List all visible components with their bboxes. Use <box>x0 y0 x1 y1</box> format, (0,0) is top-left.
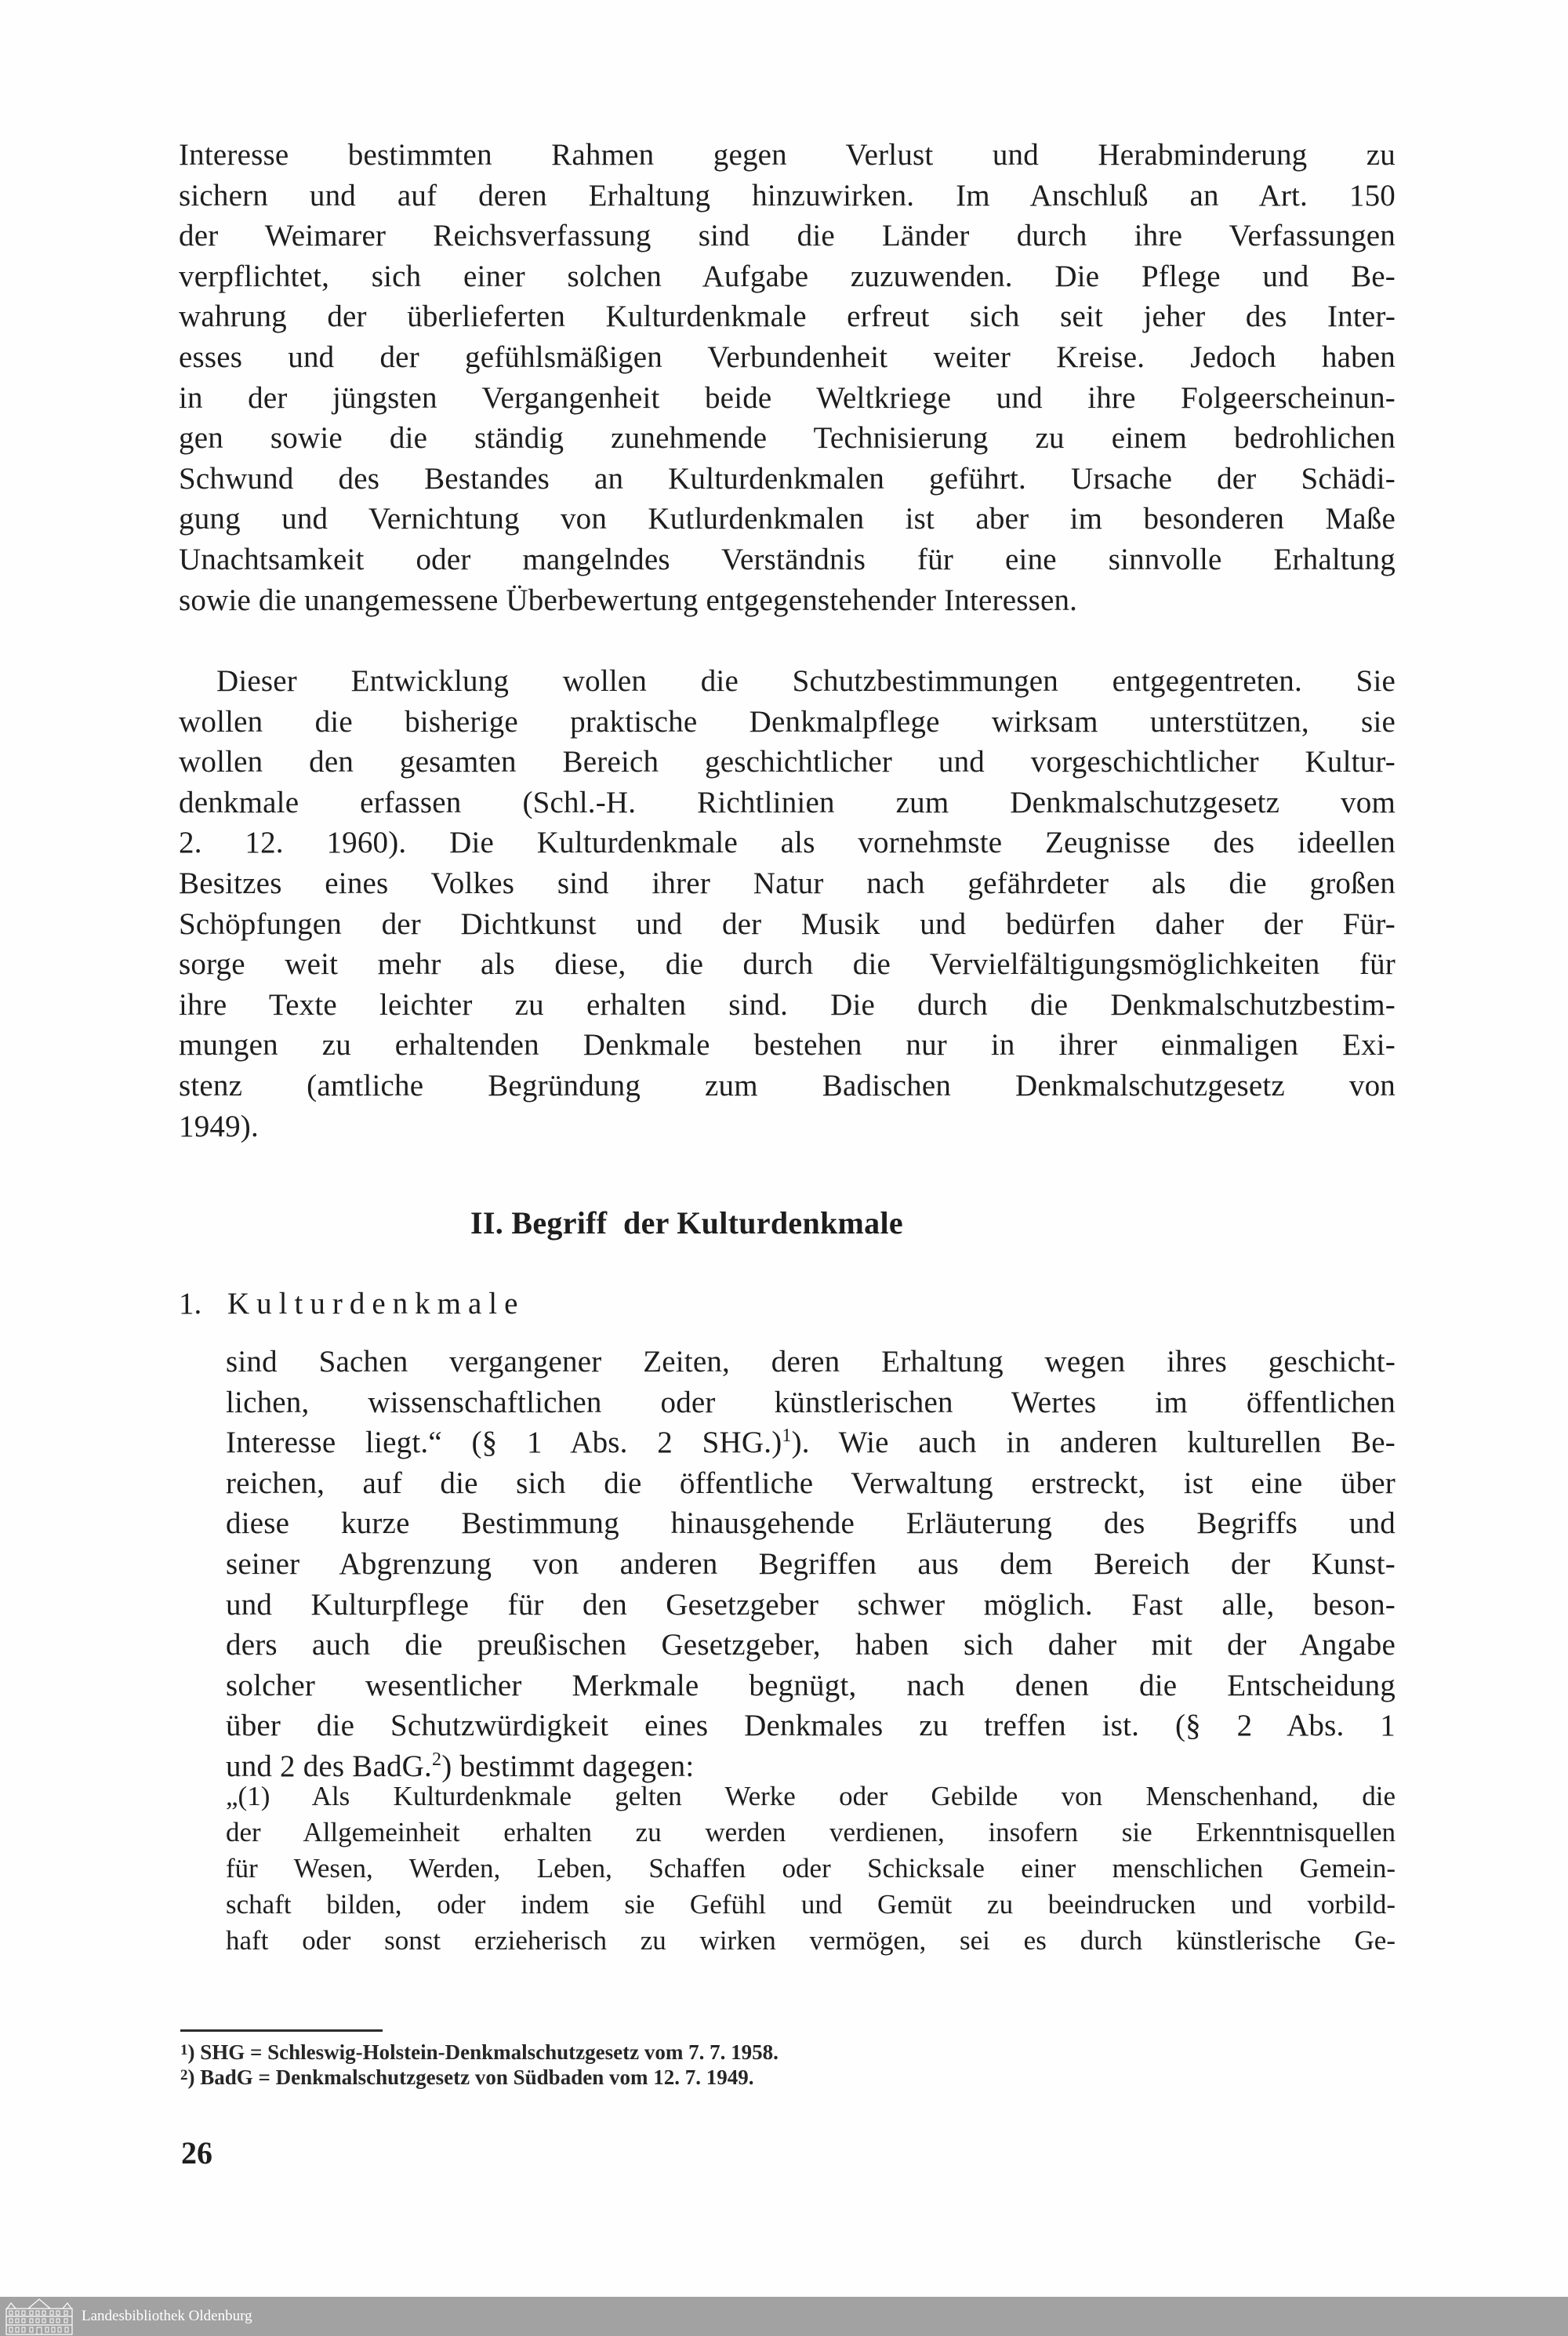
text-line: 2. 12. 1960). Die Kulturdenkmale als vornehmste Zeugnisse des ideellen <box>179 826 1396 860</box>
text-fragment: und 2 des BadG. <box>226 1749 432 1783</box>
quote-line: haft oder sonst erzieherisch zu wirken vermögen, sei es durch künstlerische Ge- <box>226 1925 1396 1956</box>
text-line: Schöpfungen der Dichtkunst und der Musik und bedürfen daher der Für- <box>179 906 1396 941</box>
legal-quote <box>226 1778 1396 1959</box>
text-line: 1949). <box>179 1109 259 1143</box>
footnote-1 <box>180 2039 779 2064</box>
text-line: über die Schutzwürdigkeit eines Denkmales zu treffen ist. (§ 2 Abs. 1 <box>226 1709 1396 1743</box>
footnote-ref-2[interactable]: 2 <box>431 1749 442 1770</box>
footnote-separator <box>180 2029 383 2032</box>
text-line: mungen zu erhaltenden Denkmale bestehen nur in ihrer einmaligen Exi- <box>179 1028 1396 1063</box>
text-line: sorge weit mehr als diese, die durch die Vervielfältigungsmöglichkeiten für <box>179 947 1396 982</box>
footnote-marker: 2 <box>180 2067 188 2084</box>
paragraph-1 <box>179 135 1396 620</box>
text-line: der Weimarer Reichsverfassung sind die Länder durch ihre Verfassungen <box>179 219 1396 253</box>
footnote-ref-1[interactable]: 1 <box>782 1426 792 1447</box>
quote-line: schaft bilden, oder indem sie Gefühl und Gemüt zu beeindrucken und vorbild- <box>226 1889 1396 1920</box>
text-line: gung und Vernichtung von Kutlurdenkmalen ist aber im besonderen Maße <box>179 502 1396 536</box>
text-line: wollen die bisherige praktische Denkmalpflege wirksam unterstützen, sie <box>179 704 1396 739</box>
text-line: esses und der gefühlsmäßigen Verbundenheit weiter Kreise. Jedoch haben <box>179 340 1396 374</box>
text-line: reichen, auf die sich die öffentliche Verwaltung erstreckt, ist eine über <box>226 1466 1396 1500</box>
definition-block <box>226 1342 1396 1787</box>
text-line: sowie die unangemessene Überbewertung entgegenstehender Interessen. <box>179 583 1078 617</box>
paragraph-2 <box>179 661 1396 1146</box>
text-line: gen sowie die ständig zunehmende Technisierung zu einem bedrohlichen <box>179 421 1396 456</box>
item-title-spaced: Kulturdenkmale <box>227 1287 525 1321</box>
text-line: ders auch die preußischen Gesetzgeber, haben sich daher mit der Angabe <box>226 1628 1396 1662</box>
text-line: wahrung der überlieferten Kulturdenkmale erfreut sich seit jeher des Inter- <box>179 300 1396 334</box>
footnote-marker: 1 <box>180 2042 188 2058</box>
text-line: Interesse bestimmten Rahmen gegen Verlust und Herabminderung zu <box>179 138 1396 172</box>
text-fragment: ). Wie auch in anderen kulturellen Be- <box>791 1426 1396 1460</box>
footnote-text: ) SHG = Schleswig-Holstein-Denkmalschutzgesetz vom 7. 7. 1958. <box>187 2040 779 2064</box>
text-fragment: ) bestimmt dagegen: <box>441 1749 695 1783</box>
library-building-icon <box>5 2298 74 2335</box>
text-line: sichern und auf deren Erhaltung hinzuwirken. Im Anschluß an Art. 150 <box>179 178 1396 213</box>
text-line: wollen den gesamten Bereich geschichtlicher und vorgeschichtlicher Kultur- <box>179 745 1396 779</box>
text-line: Besitzes eines Volkes sind ihrer Natur nach gefährdeter als die großen <box>179 866 1396 900</box>
item-number: 1. <box>179 1287 202 1321</box>
text-line: und Kulturpflege für den Gesetzgeber schwer möglich. Fast alle, beson- <box>226 1587 1396 1622</box>
text-line: denkmale erfassen (Schl.-H. Richtlinien zum Denkmalschutzgesetz vom <box>179 785 1396 819</box>
text-line: lichen, wissenschaftlichen oder künstlerischen Wertes im öffentlichen <box>226 1385 1396 1419</box>
footnote-text: ) BadG = Denkmalschutzgesetz von Südbaden vom 12. 7. 1949. <box>187 2065 754 2089</box>
text-line: in der jüngsten Vergangenheit beide Weltkriege und ihre Folgeerscheinun- <box>179 380 1396 415</box>
text-fragment: Interesse liegt.“ (§ 1 Abs. 2 SHG.) <box>226 1426 782 1460</box>
section-heading <box>0 1204 1568 1241</box>
footnotes <box>180 2039 779 2089</box>
text-line-with-footnote-ref <box>226 1422 1396 1463</box>
text-line: solcher wesentlicher Merkmale begnügt, nach denen die Entscheidung <box>226 1668 1396 1702</box>
quote-line: der Allgemeinheit erhalten zu werden verdienen, insofern sie Erkenntnisquellen <box>226 1817 1396 1847</box>
text-line: ihre Texte leichter zu erhalten sind. Die durch die Denkmalschutzbestim- <box>179 987 1396 1022</box>
page-number: 26 <box>181 2135 212 2171</box>
quote-line: „(1) Als Kulturdenkmale gelten Werke oder Gebilde von Menschenhand, die <box>226 1781 1396 1811</box>
text-line: Schwund des Bestandes an Kulturdenkmalen geführt. Ursache der Schädi- <box>179 461 1396 496</box>
text-line: Dieser Entwicklung wollen die Schutzbestimmungen entgegentreten. Sie <box>216 664 1396 698</box>
quote-line: für Wesen, Werden, Leben, Schaffen oder Schicksale einer menschlichen Gemein- <box>226 1853 1396 1884</box>
text-line: sind Sachen vergangener Zeiten, deren Erhaltung wegen ihres geschicht- <box>226 1345 1396 1379</box>
text-line: seiner Abgrenzung von anderen Begriffen aus dem Bereich der Kunst- <box>226 1546 1396 1581</box>
text-line: stenz (amtliche Begründung zum Badischen Denkmalschutzgesetz von <box>179 1068 1396 1103</box>
section-heading-text: II. Begriff der Kulturdenkmale <box>470 1205 903 1241</box>
library-footer-bar <box>0 2297 1568 2336</box>
text-line: Unachtsamkeit oder mangelndes Verständnis für eine sinnvolle Erhaltung <box>179 542 1396 576</box>
text-line: verpflichtet, sich einer solchen Aufgabe zuzuwenden. Die Pflege und Be- <box>179 259 1396 293</box>
footnote-2 <box>180 2064 779 2089</box>
text-line: diese kurze Bestimmung hinausgehende Erläuterung des Begriffs und <box>226 1506 1396 1541</box>
library-name: Landesbibliothek Oldenburg <box>82 2308 252 2324</box>
